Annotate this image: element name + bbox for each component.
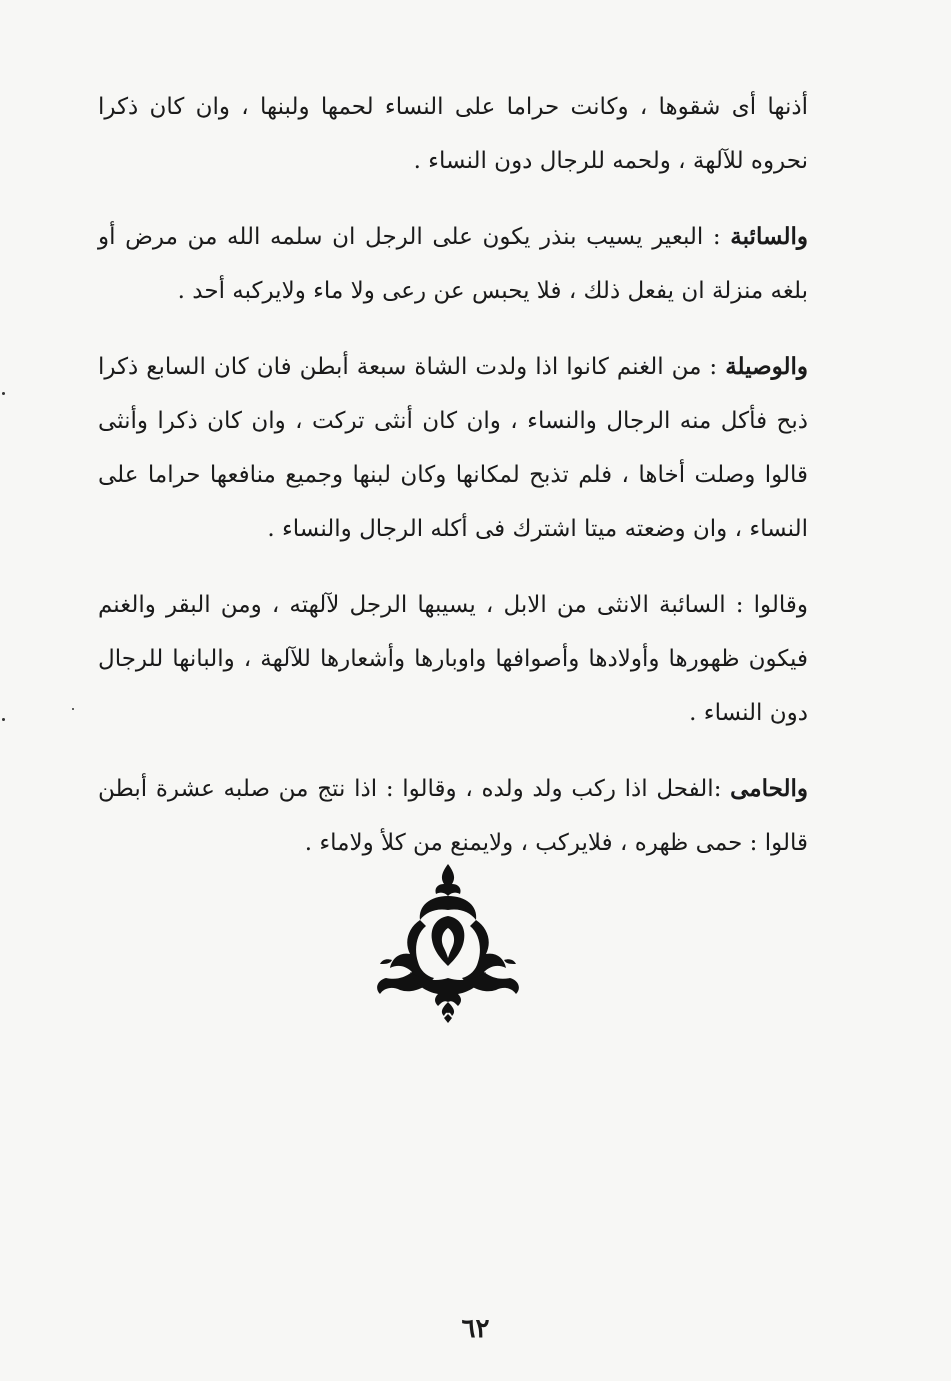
- paragraph-term: والحامى: [730, 775, 808, 802]
- paragraph-2: [98, 210, 808, 318]
- paragraph-text: : من الغنم كانوا اذا ولدت الشاة سبعة أبطن فان كان السابع ذكرا ذبح فأكل منه الرجال والنساء ، وان كان أنثى تركت ، وان كان ذكرا وأنثى قالوا وصلت أخاها ، فلم تذبح لمكانها وكان لبنها وجميع منافعها حراما على النساء ، وان وضعته ميتا اشترك فى أكله الرجال والنساء .: [98, 354, 808, 542]
- scan-speck: [72, 708, 74, 710]
- paragraph-term: والسائبة: [730, 223, 808, 250]
- arabesque-ornament-icon: [370, 862, 526, 1024]
- paragraph-3: [98, 340, 808, 556]
- paragraph-term: والوصيلة: [725, 353, 808, 380]
- paragraph-text: وقالوا : السائبة الانثى من الابل ، يسيبها الرجل لآلهته ، ومن البقر والغنم فيكون ظهورها وأولادها وأصوافها واوبارها وأشعارها للآلهة ، والبانها للرجال دون النساء .: [98, 592, 808, 726]
- paragraph-4: [98, 578, 808, 740]
- body-text: [98, 80, 808, 892]
- scan-speck: [2, 718, 5, 721]
- paragraph-text: أذنها أى شقوها ، وكانت حراما على النساء لحمها ولبنها ، وان كان ذكرا نحروه للآلهة ، ولحمه للرجال دون النساء .: [98, 94, 808, 174]
- paragraph-1: [98, 80, 808, 188]
- page-number: ٦٢: [461, 1314, 490, 1344]
- paragraph-5: [98, 762, 808, 870]
- paragraph-text: :الفحل اذا ركب ولد ولده ، وقالوا : اذا نتج من صلبه عشرة أبطن قالوا : حمى ظهره ، فلايركب ، ولايمنع من كلأ ولاماء .: [98, 776, 808, 856]
- scan-speck: [2, 392, 5, 395]
- paragraph-text: : البعير يسيب بنذر يكون على الرجل ان سلمه الله من مرض أو بلغه منزلة ان يفعل ذلك ، فلا يحبس عن رعى ولا ماء ولايركبه أحد .: [98, 224, 808, 304]
